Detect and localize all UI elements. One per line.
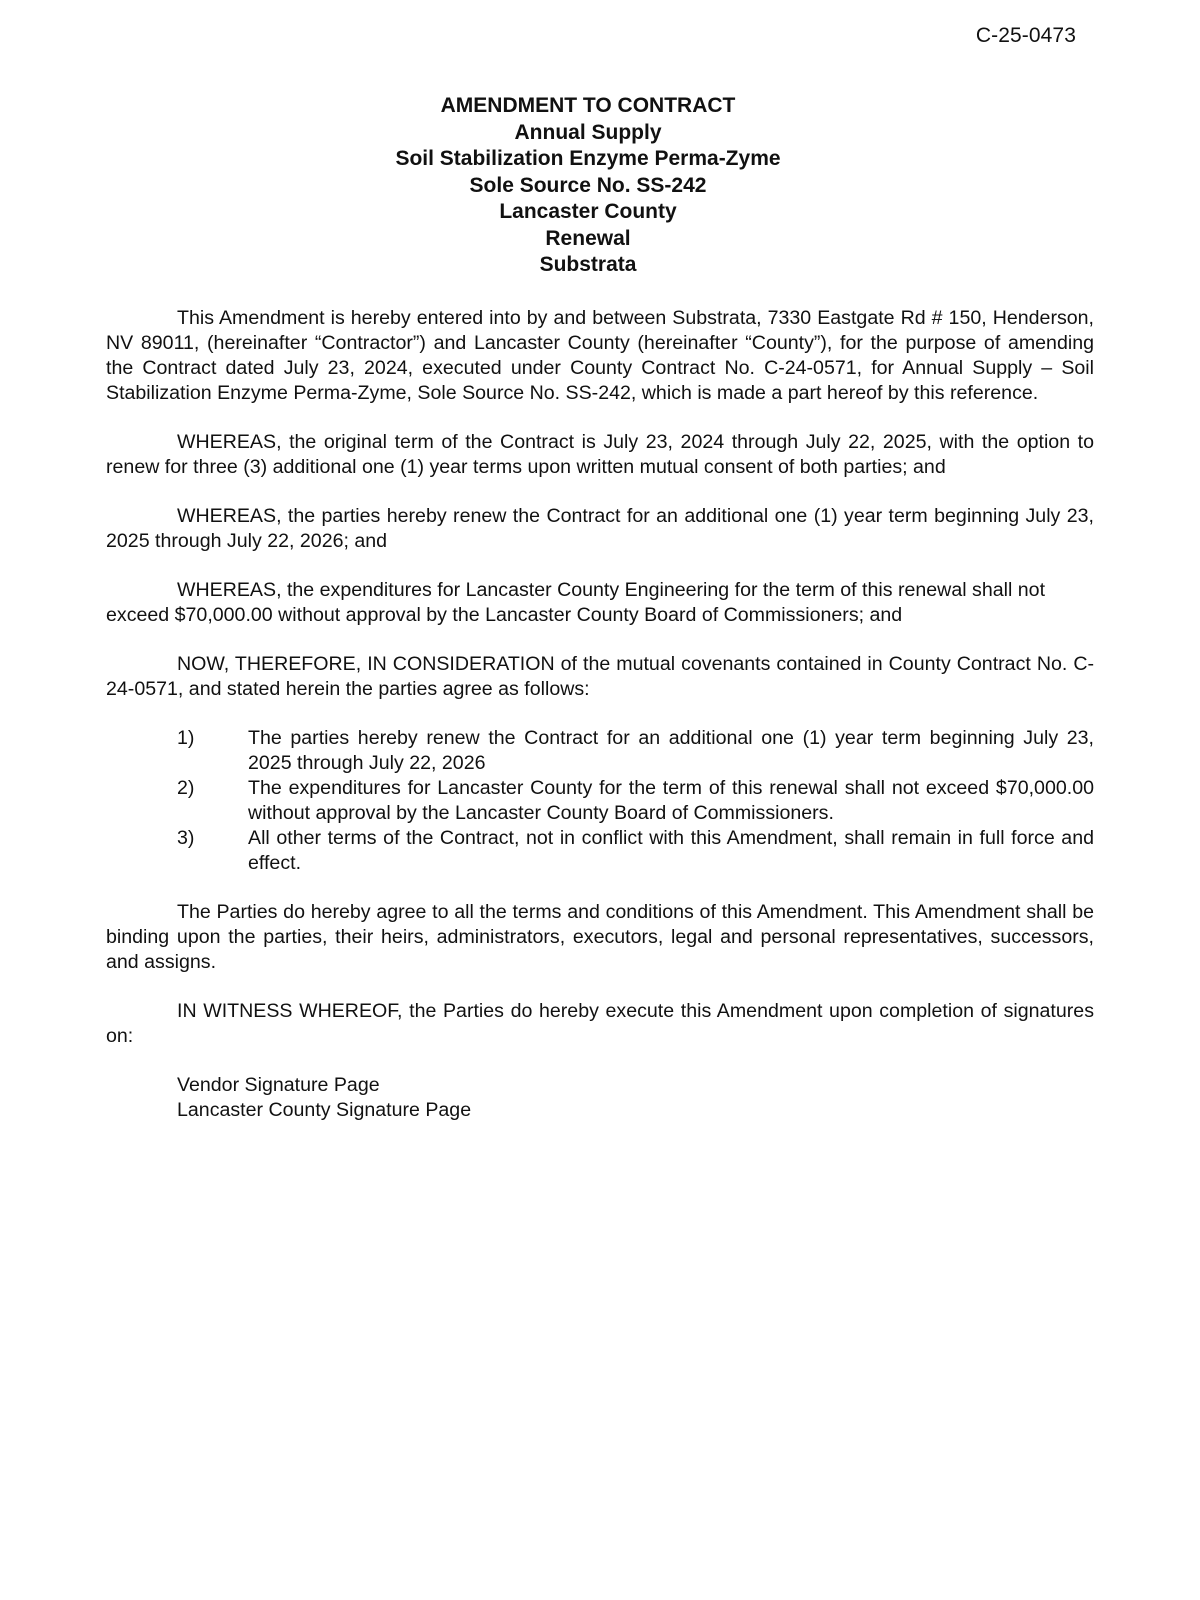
term-number: 2) bbox=[177, 777, 195, 799]
title-block bbox=[0, 93, 1200, 279]
contract-number: C-25-0473 bbox=[975, 24, 1076, 47]
term-item bbox=[177, 826, 1094, 876]
term-number: 3) bbox=[177, 827, 195, 849]
title-sole-source: Sole Source No. SS-242 bbox=[469, 173, 707, 197]
signature-page-county: Lancaster County Signature Page bbox=[177, 1099, 472, 1121]
signature-page-vendor: Vendor Signature Page bbox=[177, 1074, 380, 1096]
whereas-paragraph-3: WHEREAS, the expenditures for Lancaster County Engineering for the term of this renewal shall not exceed $70,000.00 without approval by the Lancaster County Board of Commissioners; and bbox=[106, 579, 1046, 626]
title-vendor: Substrata bbox=[539, 253, 637, 276]
term-text: All other terms of the Contract, not in conflict with this Amendment, shall remain in full force and effect. bbox=[248, 827, 1094, 874]
title-heading: AMENDMENT TO CONTRACT bbox=[440, 94, 736, 117]
title-product: Soil Stabilization Enzyme Perma-Zyme bbox=[395, 147, 781, 170]
title-subject: Annual Supply bbox=[514, 120, 662, 144]
term-text: The parties hereby renew the Contract for an additional one (1) year term beginning July 23, 2025 through July 22, 2026 bbox=[248, 727, 1094, 774]
term-item bbox=[177, 726, 1094, 776]
terms-list bbox=[106, 726, 1094, 876]
whereas-paragraph-1: WHEREAS, the original term of the Contract is July 23, 2024 through July 22, 2025, with the option to renew for three (3) additional one (1) year terms upon written mutual consent of both parties; and bbox=[106, 431, 1094, 478]
term-item bbox=[177, 776, 1094, 826]
whereas-paragraph-2: WHEREAS, the parties hereby renew the Contract for an additional one (1) year term beginning July 23, 2025 through July 22, 2026; and bbox=[106, 505, 1094, 552]
now-therefore-paragraph: NOW, THEREFORE, IN CONSIDERATION of the mutual covenants contained in County Contract No. C-24-0571, and stated herein the parties agree as follows: bbox=[106, 653, 1094, 700]
document-body bbox=[106, 306, 1094, 1123]
agreement-paragraph: The Parties do hereby agree to all the terms and conditions of this Amendment. This Amendment shall be binding upon the parties, their heirs, administrators, executors, legal and personal representatives, successors, and assigns. bbox=[106, 901, 1094, 973]
title-county: Lancaster County bbox=[499, 200, 677, 223]
witness-paragraph: IN WITNESS WHEREOF, the Parties do hereby execute this Amendment upon completion of signatures on: bbox=[106, 1000, 1094, 1047]
term-number: 1) bbox=[177, 727, 195, 749]
term-text: The expenditures for Lancaster County for the term of this renewal shall not exceed $70,000.00 without approval by the Lancaster County Board of Commissioners. bbox=[248, 777, 1094, 824]
signature-pages-list bbox=[177, 1073, 1094, 1123]
intro-paragraph: This Amendment is hereby entered into by and between Substrata, 7330 Eastgate Rd # 150, Henderson, NV 89011, (hereinafter “Contractor”) and Lancaster County (hereinafter “County”), for the purpose of amending the Contract dated July 23, 2024, executed under County Contract No. C-24-0571, for Annual Supply – Soil Stabilization Enzyme Perma-Zyme, Sole Source No. SS-242, which is made a part hereof by this reference. bbox=[106, 307, 1094, 404]
title-type: Renewal bbox=[545, 226, 631, 250]
